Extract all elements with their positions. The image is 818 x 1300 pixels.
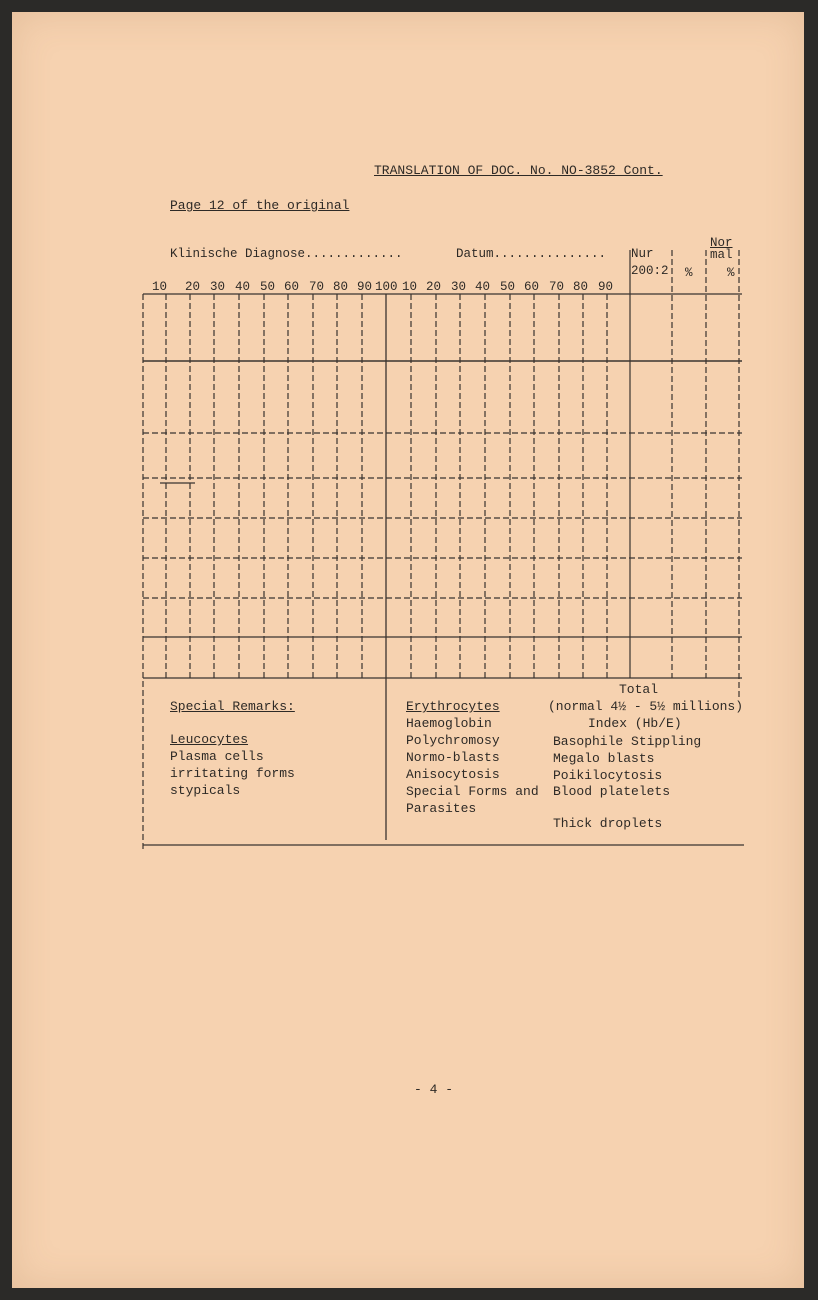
date-label: Datum...............: [456, 247, 607, 261]
scale-left-label: 40: [235, 280, 251, 294]
scale-right-label: 90: [598, 280, 614, 294]
right-item: Thick droplets: [553, 816, 663, 831]
leuco-item: Plasma cells: [170, 749, 264, 764]
scale-right-label: 70: [549, 280, 565, 294]
scale-right-label: 20: [426, 280, 442, 294]
scale-left-label: 30: [210, 280, 226, 294]
scale-left-label: 90: [357, 280, 373, 294]
normal-range: (normal 4½ - 5½ millions): [548, 699, 744, 714]
scale-right-label: 50: [500, 280, 516, 294]
ery-item: Haemoglobin: [406, 716, 492, 731]
translation-title: TRANSLATION OF DOC. No. NO-3852 Cont.: [374, 163, 663, 178]
total-label: Total: [619, 682, 659, 697]
scale-left-label: 60: [284, 280, 300, 294]
ery-item: Parasites: [406, 801, 477, 816]
scale-left-label: 20: [185, 280, 201, 294]
special-remarks-label: Special Remarks:: [170, 699, 295, 714]
scale-right-label: 80: [573, 280, 589, 294]
scale-left-label: 10: [152, 280, 168, 294]
page-number: - 4 -: [414, 1082, 454, 1097]
right-item: Megalo blasts: [553, 751, 655, 766]
leuco-item: irritating forms: [170, 766, 295, 781]
col-b-mid: mal: [710, 248, 733, 262]
right-item: Blood platelets: [553, 784, 671, 799]
erythrocytes-label: Erythrocytes: [406, 699, 500, 714]
col-c-percent: %: [727, 266, 735, 280]
col-b-percent: %: [685, 266, 693, 280]
right-item: Basophile Stippling: [553, 734, 702, 749]
clinical-diagnosis-label: Klinische Diagnose.............: [170, 247, 403, 261]
leucocytes-label: Leucocytes: [170, 732, 249, 747]
scale-right-label: 60: [524, 280, 540, 294]
right-item: Poikilocytosis: [553, 768, 663, 783]
leuco-item: stypicals: [170, 783, 241, 798]
scale-left-label: 100: [375, 280, 398, 294]
page-reference: Page 12 of the original: [170, 198, 350, 213]
col-b-top: Nor: [710, 236, 733, 250]
scale-right-label: 10: [402, 280, 418, 294]
index-label: Index (Hb/E): [588, 716, 682, 731]
scale-left-label: 50: [260, 280, 276, 294]
ery-item: Special Forms and: [406, 784, 539, 799]
ery-item: Normo-blasts: [406, 750, 500, 765]
col-a-top: Nur: [631, 247, 654, 261]
ery-item: Anisocytosis: [406, 767, 500, 782]
ery-item: Polychromosy: [406, 733, 500, 748]
col-a-bottom: 200:2: [631, 264, 669, 278]
scale-left-label: 70: [309, 280, 325, 294]
scale-left-label: 80: [333, 280, 349, 294]
scale-right-label: 40: [475, 280, 491, 294]
scale-right-label: 30: [451, 280, 467, 294]
